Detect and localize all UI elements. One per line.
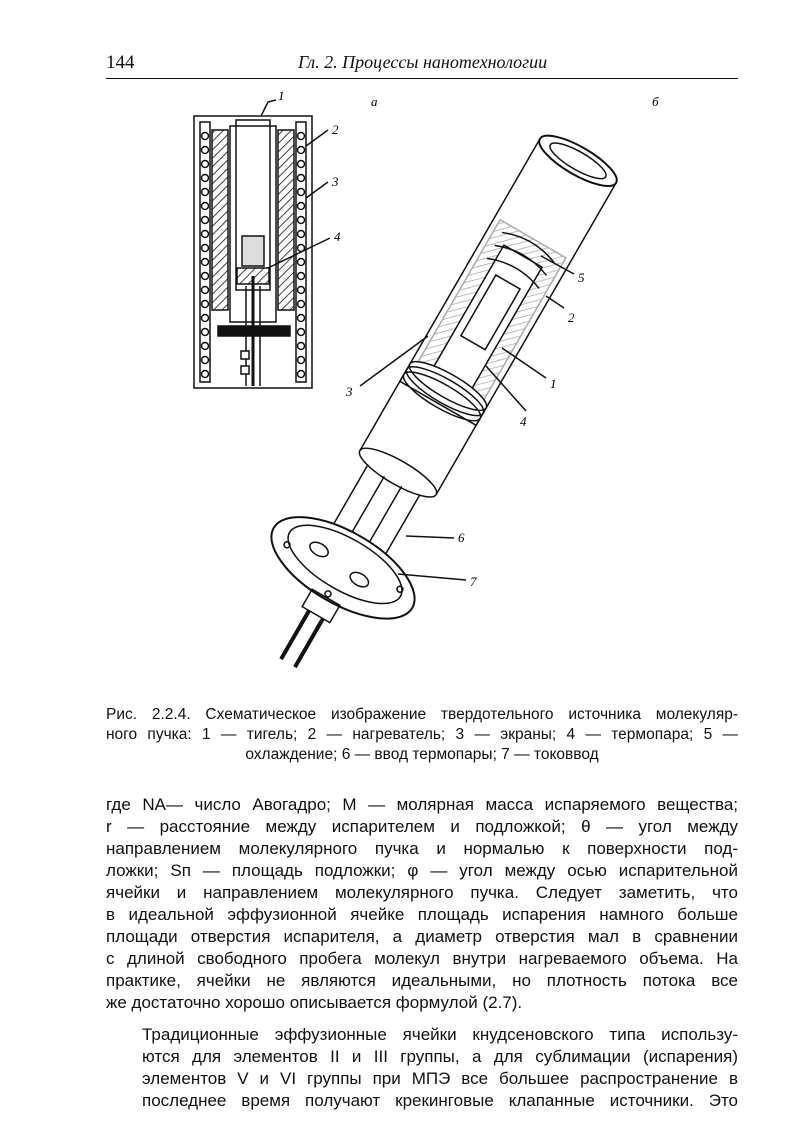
caption-line-2: ного пучка: 1 — тигель; 2 — нагреватель; 3 — экраны; 4 — термопара; 5 —	[106, 726, 738, 743]
text-line: ются для элементов II и III группы, а для сублимации (испарения)	[142, 1047, 738, 1066]
text-line: последнее время получают крекинговые клапанные источники. Это	[142, 1091, 738, 1110]
panel-b-label: б	[652, 94, 659, 109]
text-line: элементов V и VI группы при МПЭ все большее распространение в	[142, 1069, 738, 1088]
figure-2-2-4	[106, 86, 738, 698]
label-a-1: 1	[278, 88, 285, 103]
text-line: практике, ячейки не являются идеальными, но плотность потока все	[106, 971, 738, 990]
label-b-7: 7	[470, 574, 477, 589]
label-a-4: 4	[334, 229, 341, 244]
panel-a-label: а	[371, 94, 378, 109]
text-line: ложки; Sп — площадь подложки; φ — угол между осью испарительной	[106, 861, 738, 880]
label-b-4: 4	[520, 414, 527, 429]
text-line: площади отверстия испарителя, а диаметр отверстия мал в сравнении	[106, 927, 738, 946]
diagram-a-cross-section	[194, 100, 330, 388]
label-b-3: 3	[346, 384, 353, 399]
source-illustration	[106, 86, 738, 698]
page-header	[106, 50, 738, 79]
label-a-3: 3	[332, 174, 339, 189]
label-a-2: 2	[332, 122, 339, 137]
text-line: ячейки и направлением молекулярного пучка. Следует заметить, что	[106, 883, 738, 902]
paragraph-1	[106, 794, 738, 1014]
page-number: 144	[106, 52, 135, 73]
running-title: Гл. 2. Процессы нанотехнологии	[298, 52, 548, 72]
text-line: с длиной свободного пробега молекул внутри нагреваемого объема. На	[106, 949, 738, 968]
label-b-5: 5	[578, 270, 585, 285]
caption-line-1: Рис. 2.2.4. Схематическое изображение твердотельного источника молекуляр-	[106, 706, 738, 723]
figure-caption	[106, 705, 738, 765]
label-b-2: 2	[568, 310, 575, 325]
text-line: в идеальной эффузионной ячейке площадь испарения намного больше	[106, 905, 738, 924]
text-line: Традиционные эффузионные ячейки кнудсеновского типа использу-	[142, 1025, 738, 1044]
text-line: где NA— число Авогадро; M — молярная масса испаряемого вещества;	[106, 795, 738, 814]
body-text	[106, 794, 738, 1112]
label-b-1: 1	[550, 376, 557, 391]
caption-line-3: охлаждение; 6 — ввод термопары; 7 — токоввод	[245, 746, 599, 763]
text-line: направлением молекулярного пучка и нормалью к поверхности под-	[106, 839, 738, 858]
paragraph-2	[106, 1024, 738, 1112]
text-line: же достаточно хорошо описывается формулой (2.7).	[106, 993, 523, 1012]
label-b-6: 6	[458, 530, 465, 545]
text-line: r — расстояние между испарителем и подложкой; θ — угол между	[106, 817, 738, 836]
